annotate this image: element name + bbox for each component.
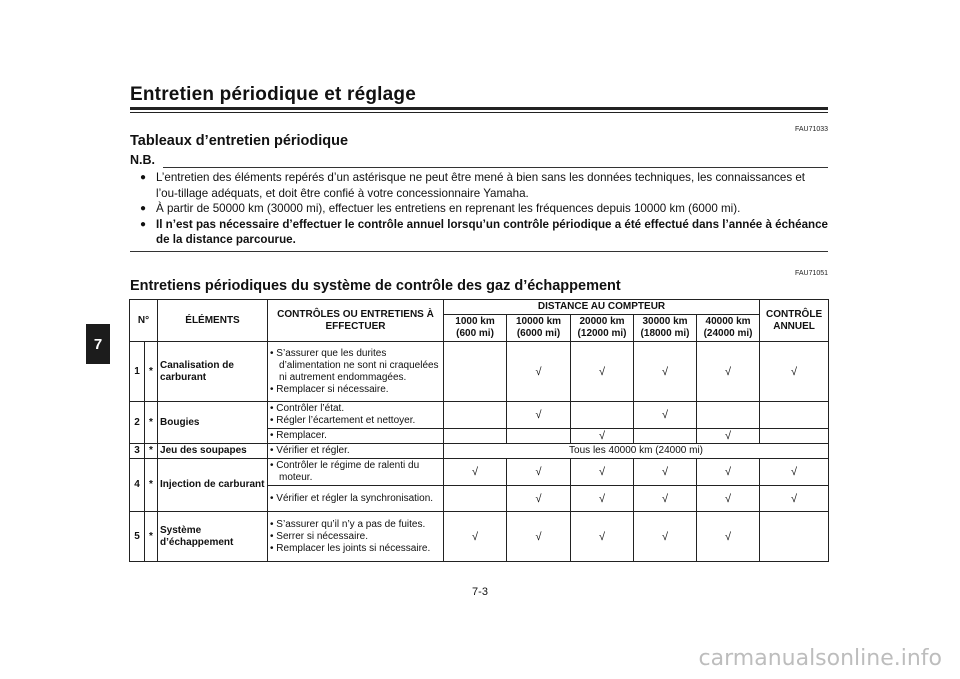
op-item: • Contrôler le régime de ralenti du moteur. — [270, 460, 420, 483]
section-title: Tableaux d’entretien périodique — [130, 133, 349, 149]
check-mark: √ — [760, 459, 829, 486]
check-mark: √ — [634, 459, 697, 486]
check-mark — [444, 342, 507, 402]
check-mark: √ — [507, 459, 571, 486]
bullet-icon: ● — [140, 203, 147, 214]
row-ops — [268, 486, 444, 512]
op-item: • S’assurer qu’il n’y a pas de fuites. — [270, 518, 426, 530]
note-list — [138, 170, 830, 248]
header-distance-col: 40000 km (24000 mi) — [697, 315, 760, 342]
row-ops — [268, 429, 444, 444]
check-mark: √ — [697, 512, 760, 562]
check-mark — [571, 402, 634, 429]
check-mark: √ — [571, 459, 634, 486]
reference-code: FAU71051 — [795, 270, 829, 277]
page-number: 7-3 — [472, 586, 488, 598]
note-item: ● L’entretien des éléments repérés d’un astérisque ne peut être mené à bien sans les données techniques, les connaissances et l’ou-tillage adéquats, et doit être confié à votre concessionnaire Yamaha. — [140, 171, 806, 200]
check-mark: √ — [571, 429, 634, 444]
star-marker: * — [145, 402, 158, 444]
note-label: N.B. — [130, 153, 155, 167]
op-item: • Contrôler l’état. — [270, 403, 345, 414]
check-mark: √ — [507, 486, 571, 512]
table-header-row — [130, 300, 829, 315]
star-marker: * — [145, 459, 158, 512]
check-mark — [634, 429, 697, 444]
note-item: ● À partir de 50000 km (30000 mi), effectuer les entretiens en reprenant les fréquences depuis 10000 km (6000 mi). — [140, 202, 741, 215]
row-item: Injection de carburant — [158, 459, 268, 512]
row-ops — [268, 459, 444, 486]
header-distance-col: 10000 km (6000 mi) — [507, 315, 571, 342]
check-mark: √ — [697, 459, 760, 486]
check-mark: √ — [697, 486, 760, 512]
check-mark: √ — [571, 486, 634, 512]
row-ops — [268, 402, 444, 429]
op-item: • S’assurer que les durites d’alimentation ne sont ni craquelées ni autrement endommagées. — [270, 347, 439, 383]
section-title: Entretiens périodiques du système de contrôle des gaz d’échappement — [130, 278, 621, 294]
note-end-rule — [130, 251, 828, 252]
table-row — [130, 512, 829, 562]
check-mark: √ — [634, 402, 697, 429]
check-mark — [444, 402, 507, 429]
op-item: • Remplacer. — [270, 430, 327, 441]
check-mark — [444, 486, 507, 512]
star-marker: * — [145, 444, 158, 459]
check-mark: √ — [634, 486, 697, 512]
interval-text: Tous les 40000 km (24000 mi) — [444, 444, 829, 459]
bullet-icon: ● — [140, 172, 147, 183]
check-mark — [697, 402, 760, 429]
op-item: • Régler l’écartement et nettoyer. — [270, 415, 416, 426]
table-row — [130, 444, 829, 459]
row-item: Canalisation de carburant — [158, 342, 268, 402]
title-rule — [130, 107, 828, 110]
header-distance-col: 20000 km (12000 mi) — [571, 315, 634, 342]
check-mark — [760, 402, 829, 429]
op-item: • Vérifier et régler la synchronisation. — [270, 492, 434, 504]
row-number: 2 — [130, 402, 145, 444]
note-rule — [163, 167, 828, 168]
check-mark — [444, 429, 507, 444]
table-row — [130, 402, 829, 429]
check-mark: √ — [760, 486, 829, 512]
op-item: • Remplacer les joints si nécessaire. — [270, 542, 431, 554]
table-row — [130, 459, 829, 486]
title-rule-thin — [130, 112, 828, 113]
check-mark: √ — [507, 342, 571, 402]
star-marker: * — [145, 342, 158, 402]
op-item: • Serrer si nécessaire. — [270, 530, 368, 542]
header-items: ÉLÉMENTS — [158, 300, 268, 342]
row-number: 3 — [130, 444, 145, 459]
check-mark: √ — [634, 512, 697, 562]
header-distance-col: 30000 km (18000 mi) — [634, 315, 697, 342]
check-mark: √ — [507, 512, 571, 562]
note-item: ● Il n’est pas nécessaire d’effectuer le contrôle annuel lorsqu’un contrôle périodique a été effectué dans l’année à échéance de la distance parcourue. — [140, 217, 829, 246]
row-item: Jeu des soupapes — [158, 444, 268, 459]
row-number: 5 — [130, 512, 145, 562]
check-mark: √ — [571, 342, 634, 402]
check-mark — [507, 429, 571, 444]
header-distance: DISTANCE AU COMPTEUR — [444, 300, 760, 315]
op-item: • Remplacer si nécessaire. — [270, 383, 389, 395]
table-row — [130, 342, 829, 402]
check-mark: √ — [444, 459, 507, 486]
check-mark: √ — [571, 512, 634, 562]
check-mark: √ — [634, 342, 697, 402]
row-item: Bougies — [158, 402, 268, 444]
row-ops — [268, 342, 444, 402]
row-number: 1 — [130, 342, 145, 402]
check-mark: √ — [697, 429, 760, 444]
header-checks: CONTRÔLES OU ENTRETIENS À EFFECTUER — [268, 300, 444, 342]
header-distance-col: 1000 km (600 mi) — [444, 315, 507, 342]
op-item: • Vérifier et régler. — [270, 445, 350, 456]
row-item: Système d’échappement — [158, 512, 268, 562]
check-mark: √ — [697, 342, 760, 402]
header-no: N° — [130, 300, 158, 342]
check-mark — [760, 429, 829, 444]
star-marker: * — [145, 512, 158, 562]
maintenance-table — [129, 299, 829, 562]
header-annual: CONTRÔLE ANNUEL — [760, 300, 829, 342]
reference-code: FAU71033 — [795, 126, 829, 133]
page-title: Entretien périodique et réglage — [130, 84, 416, 105]
check-mark: √ — [760, 342, 829, 402]
bullet-icon: ● — [140, 218, 147, 230]
row-number: 4 — [130, 459, 145, 512]
check-mark: √ — [507, 402, 571, 429]
check-mark — [760, 512, 829, 562]
row-ops — [268, 512, 444, 562]
check-mark: √ — [444, 512, 507, 562]
watermark: carmanualsonline.info — [698, 646, 942, 671]
row-ops — [268, 444, 444, 459]
chapter-tab[interactable]: 7 — [86, 324, 110, 364]
